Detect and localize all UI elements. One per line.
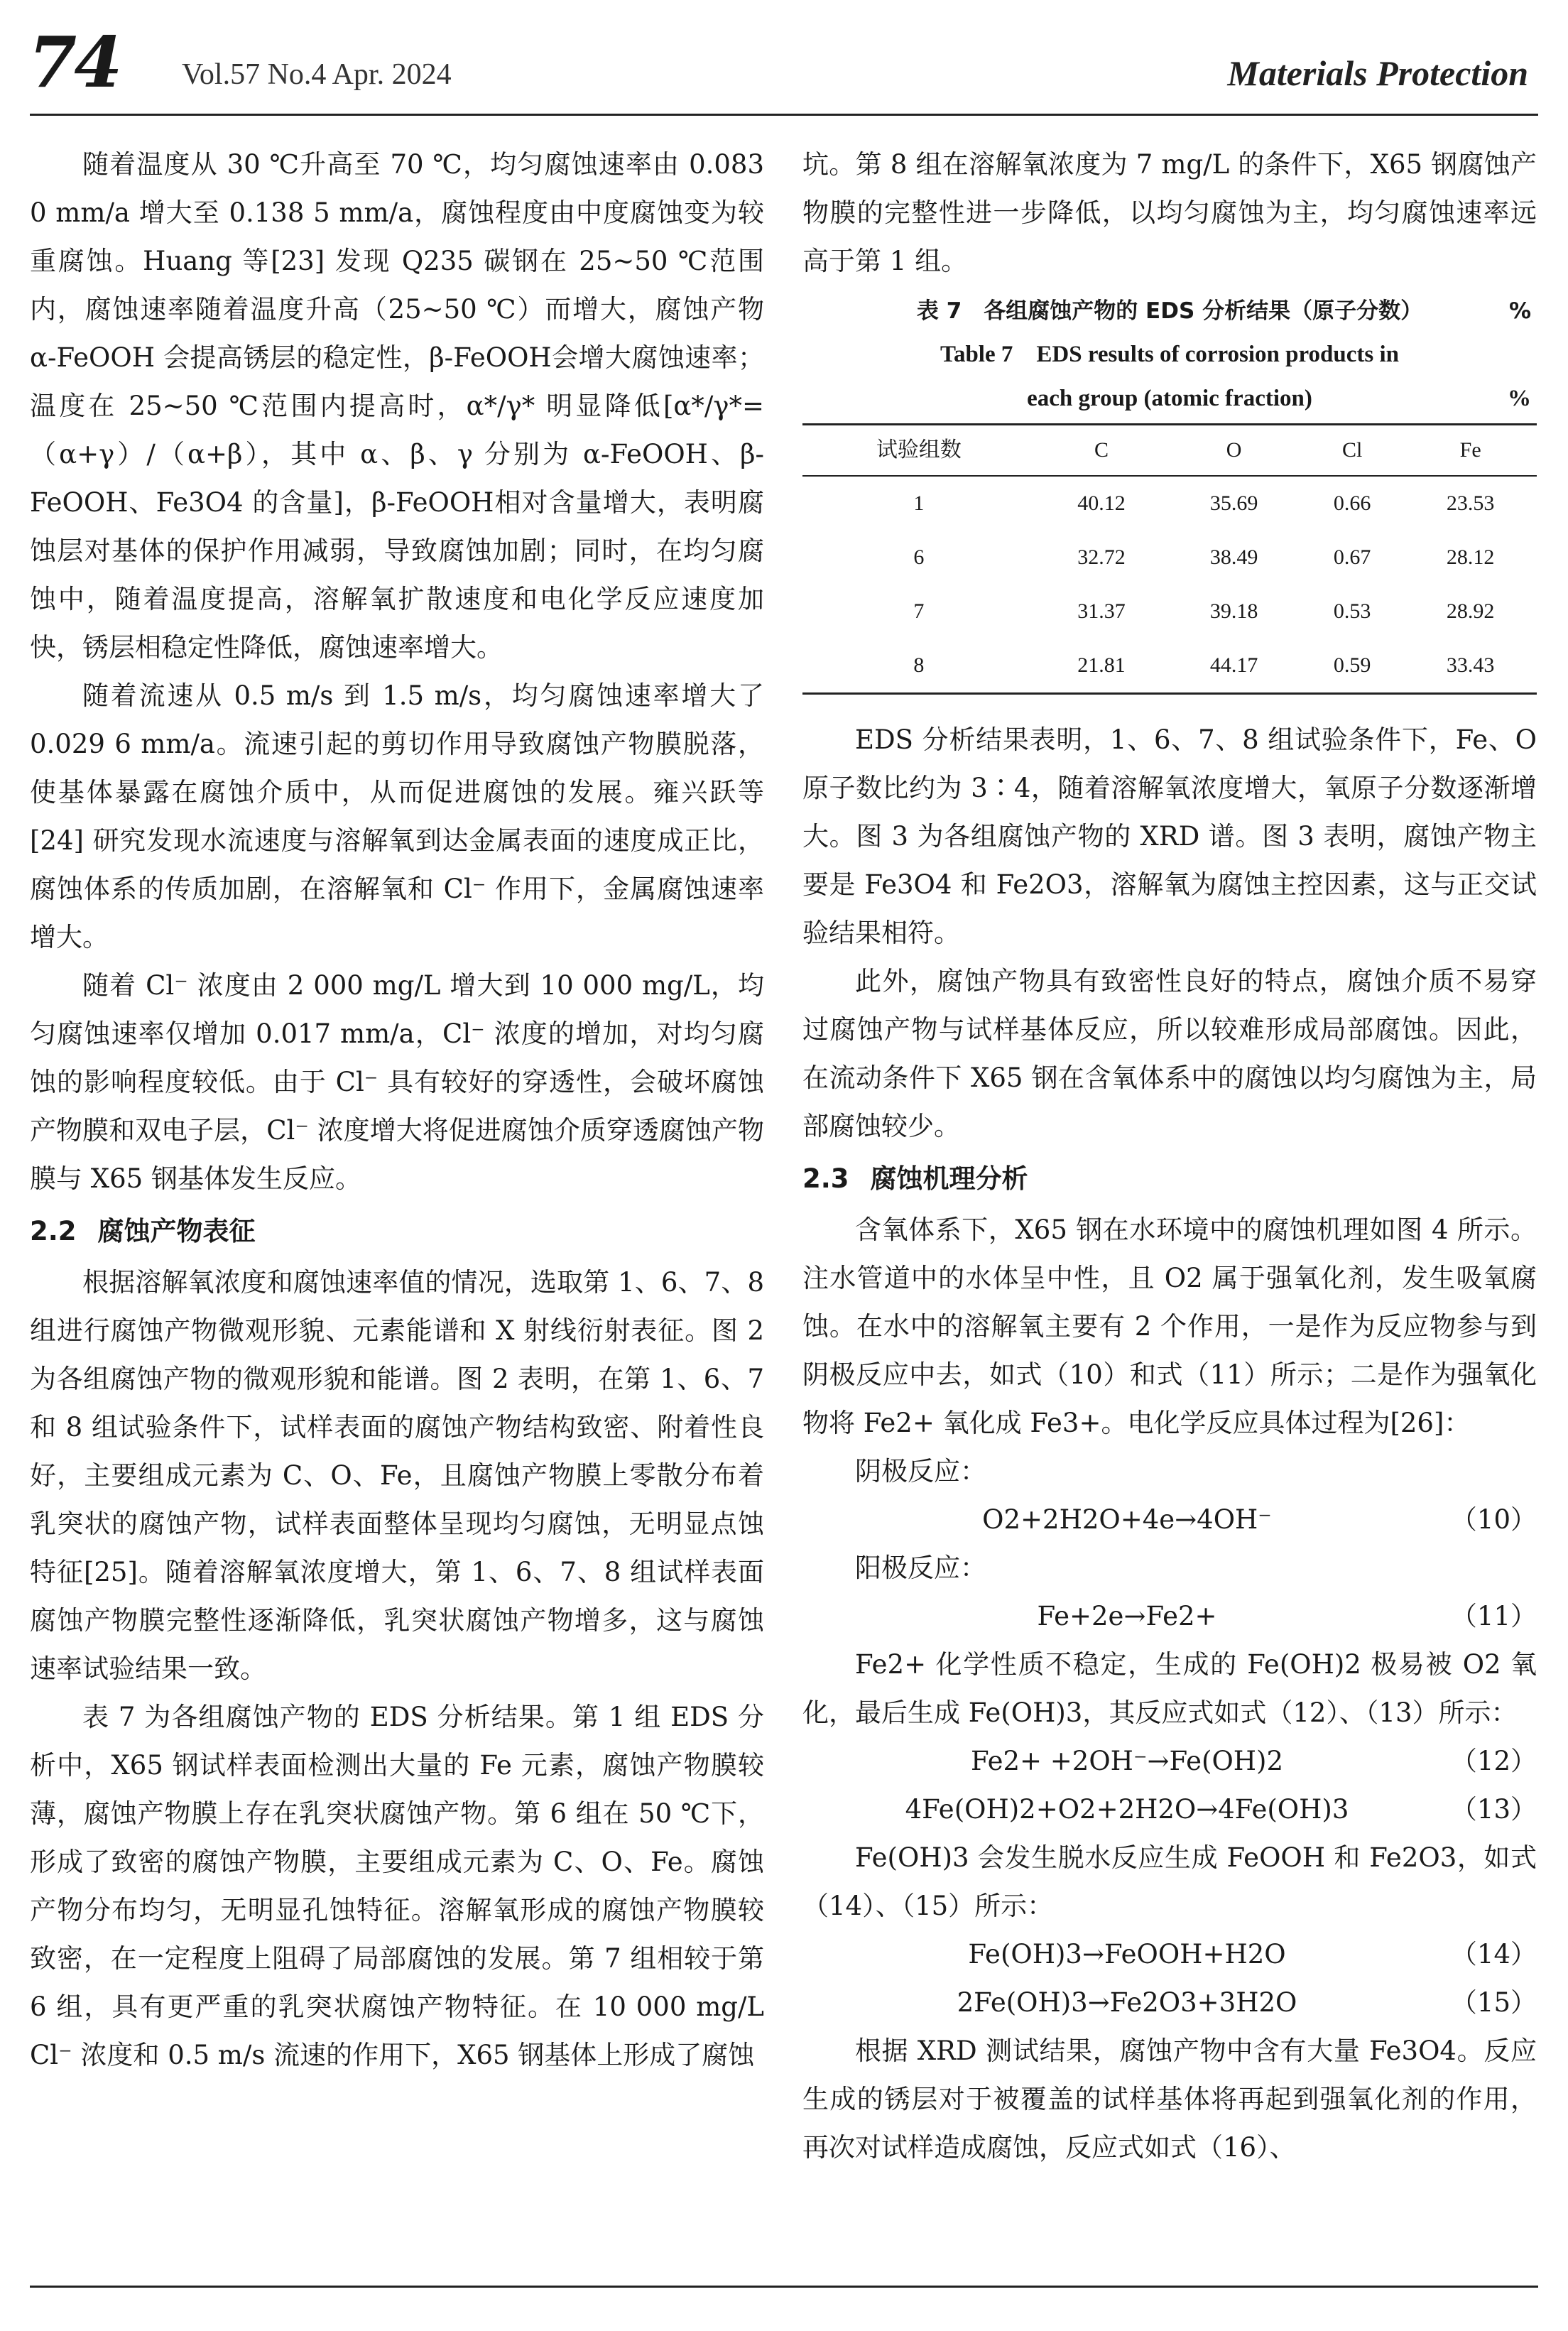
equation-11 xyxy=(802,1592,1537,1641)
table-cell: 28.92 xyxy=(1446,599,1495,623)
equation-formula: Fe+2e→Fe2+ xyxy=(1037,1601,1217,1631)
paragraph: EDS 分析结果表明，1、6、7、8 组试验条件下，Fe、O 原子数比约为 3∶4，随着溶解氧浓度增大，氧原子分数逐渐增大。图 3 为各组腐蚀产物的 XRD 谱。图 3 表明，腐蚀产物主要是 Fe3O4 和 Fe2O3，溶解氧为腐蚀主控因素，这与正交试验结果相符。 xyxy=(802,724,1537,948)
paragraph: 表 7 为各组腐蚀产物的 EDS 分析结果。第 1 组 EDS 分析中，X65 钢试样表面检测出大量的 Fe 元素，腐蚀产物膜较薄，腐蚀产物膜上存在乳突状腐蚀产物。第 6 组在 50 ℃下，形成了致密的腐蚀产物膜，主要组成元素为 C、O、Fe。腐蚀产物分布均匀，无明显孔蚀特征。溶解氧形成的腐蚀产物膜较致密，在一定程度上阻碍了局部腐蚀的发展。第 7 组相较于第 6 组，具有更严重的乳突状腐蚀产物特征。在 10 000 mg/L Cl⁻ 浓度和 0.5 m/s 流速的作用下，X65 钢基体上形成了腐蚀 xyxy=(30,1702,764,2070)
caption-text: each group (atomic fraction) xyxy=(1027,386,1312,411)
section-heading xyxy=(802,1158,1537,1200)
table-unit: % xyxy=(1508,298,1531,324)
column-header: Fe xyxy=(1404,425,1537,477)
paragraph: 随着流速从 0.5 m/s 到 1.5 m/s，均匀腐蚀速率增大了 0.029 6 mm/a。流速引起的剪切作用导致腐蚀产物膜脱落，使基体暴露在腐蚀介质中，从而促进腐蚀的发展。雍兴跃等[24] 研究发现水流速度与溶解氧到达金属表面的速度成正比，腐蚀体系的传质加剧，在溶解氧和 Cl⁻ 作用下，金属腐蚀速率增大。 xyxy=(30,680,764,952)
paragraph: 含氧体系下，X65 钢在水环境中的腐蚀机理如图 4 所示。注水管道中的水体呈中性，且 O2 属于强氧化剂，发生吸氧腐蚀。在水中的溶解氧主要有 2 个作用，一是作为反应物参与到阴极反应中去，如式（10）和式（11）所示；二是作为强氧化物将 Fe2+ 氧化成 Fe3+。电化学反应具体过程为[26]： xyxy=(802,1215,1537,1438)
table-row xyxy=(802,639,1537,694)
table-cell: 32.72 xyxy=(1077,545,1126,569)
table-cell: 38.49 xyxy=(1209,545,1258,569)
equation-number: （15） xyxy=(1450,1987,1537,2018)
table-cell: 0.67 xyxy=(1333,545,1371,569)
section-heading xyxy=(30,1210,764,1253)
column-header: 试验组数 xyxy=(802,425,1035,477)
table-caption-zh xyxy=(802,290,1537,332)
paragraph: 根据 XRD 测试结果，腐蚀产物中含有大量 Fe3O4。反应生成的锈层对于被覆盖的试样基体将再起到强氧化剂的作用，再次对试样造成腐蚀，反应式如式（16）、 xyxy=(802,2036,1537,2163)
equation-14 xyxy=(802,1930,1537,1979)
table-cell: 31.37 xyxy=(1077,599,1126,623)
table-header-row xyxy=(802,425,1537,477)
section-number: 2.2 xyxy=(30,1216,77,1246)
paragraph: 坑。第 8 组在溶解氧浓度为 7 mg/L 的条件下，X65 钢腐蚀产物膜的完整性进一步降低，以均匀腐蚀为主，均匀腐蚀速率远高于第 1 组。 xyxy=(802,149,1537,276)
page-number: 74 xyxy=(28,22,120,104)
table-cell: 23.53 xyxy=(1446,491,1495,515)
table-caption-en xyxy=(802,376,1537,420)
column-header: C xyxy=(1035,425,1168,477)
equation-number: （14） xyxy=(1450,1939,1537,1969)
right-column xyxy=(802,141,1537,2172)
paragraph: 随着温度从 30 ℃升高至 70 ℃，均匀腐蚀速率由 0.083 0 mm/a 增大至 0.138 5 mm/a，腐蚀程度由中度腐蚀变为较重腐蚀。Huang 等[23] 发现 Q235 碳钢在 25~50 ℃范围内，腐蚀速率随着温度升高（25~50 ℃）而增大，腐蚀产物 α-FeOOH 会提高锈层的稳定性，β-FeOOH会增大腐蚀速率；温度在 25~50 ℃范围内提高时，α*/γ* 明显降低[α*/γ*=（α+γ）/（α+β），其中 α、β、γ 分别为 α-FeOOH、β-FeOOH、Fe3O4 的含量]，β-FeOOH相对含量增大，表明腐蚀层对基体的保护作用减弱，导致腐蚀加剧；同时，在均匀腐蚀中，随着温度提高，溶解氧扩散速度和电化学反应速度加快，锈层相稳定性降低，腐蚀速率增大。 xyxy=(30,149,764,663)
equation-formula: Fe(OH)3→FeOOH+H2O xyxy=(968,1939,1286,1969)
table-cell: 44.17 xyxy=(1167,639,1300,694)
equation-number: （13） xyxy=(1450,1794,1537,1825)
table-cell: 21.81 xyxy=(1035,639,1168,694)
equation-13 xyxy=(802,1786,1537,1834)
paragraph: Fe2+ 化学性质不稳定，生成的 Fe(OH)2 极易被 O2 氧化，最后生成 Fe(OH)3，其反应式如式（12）、（13）所示： xyxy=(802,1649,1537,1728)
equation-formula: 2Fe(OH)3→Fe2O3+3H2O xyxy=(957,1987,1297,2018)
equation-label: 阴极反应： xyxy=(855,1456,986,1487)
caption-text: 表 7 各组腐蚀产物的 EDS 分析结果（原子分数） xyxy=(916,298,1423,324)
equation-12 xyxy=(802,1737,1537,1786)
section-title: 腐蚀产物表征 xyxy=(97,1216,256,1246)
equation-number: （11） xyxy=(1450,1601,1537,1631)
table-cell: 8 xyxy=(802,639,1035,694)
footer-rule xyxy=(30,2286,1538,2288)
equation-number: （12） xyxy=(1450,1746,1537,1776)
eds-table xyxy=(802,423,1537,695)
table-cell: 0.59 xyxy=(1300,639,1404,694)
table-cell: 40.12 xyxy=(1077,491,1126,515)
table-caption-en xyxy=(802,332,1537,376)
table-cell: 7 xyxy=(913,599,925,623)
table-row xyxy=(802,476,1537,531)
header-rule xyxy=(30,114,1538,116)
paragraph: 随着 Cl⁻ 浓度由 2 000 mg/L 增大到 10 000 mg/L，均匀腐蚀速率仅增加 0.017 mm/a，Cl⁻ 浓度的增加，对均匀腐蚀的影响程度较低。由于 Cl⁻ 具有较好的穿透性，会破坏腐蚀产物膜和双电子层，Cl⁻ 浓度增大将促进腐蚀介质穿透腐蚀产物膜与 X65 钢基体发生反应。 xyxy=(30,970,764,1194)
table-cell: 39.18 xyxy=(1209,599,1258,623)
table-row xyxy=(802,585,1537,639)
equation-15 xyxy=(802,1979,1537,2027)
section-title: 腐蚀机理分析 xyxy=(870,1163,1028,1194)
equation-label: 阳极反应： xyxy=(855,1553,986,1583)
column-header: O xyxy=(1167,425,1300,477)
equation-formula: Fe2+ +2OH⁻→Fe(OH)2 xyxy=(970,1746,1284,1776)
table-row xyxy=(802,531,1537,585)
equation-number: （10） xyxy=(1450,1504,1537,1535)
table-cell: 35.69 xyxy=(1209,491,1258,515)
table-cell: 33.43 xyxy=(1404,639,1537,694)
equation-formula: 4Fe(OH)2+O2+2H2O→4Fe(OH)3 xyxy=(905,1794,1349,1825)
volume-info: Vol.57 No.4 Apr. 2024 xyxy=(182,58,452,91)
caption-text: Table 7 EDS results of corrosion products in xyxy=(940,342,1400,367)
section-number: 2.3 xyxy=(802,1163,849,1194)
table-unit: % xyxy=(1508,386,1531,411)
table-cell: 0.66 xyxy=(1333,491,1371,515)
table-cell: 1 xyxy=(913,491,925,515)
paragraph: Fe(OH)3 会发生脱水反应生成 FeOOH 和 Fe2O3，如式（14）、（15）所示： xyxy=(802,1842,1537,1921)
left-column xyxy=(30,141,764,2080)
table-cell: 6 xyxy=(913,545,925,569)
equation-10 xyxy=(802,1496,1537,1544)
equation-formula: O2+2H2O+4e→4OH⁻ xyxy=(982,1504,1272,1535)
paragraph: 此外，腐蚀产物具有致密性良好的特点，腐蚀介质不易穿过腐蚀产物与试样基体反应，所以较难形成局部腐蚀。因此，在流动条件下 X65 钢在含氧体系中的腐蚀以均匀腐蚀为主，局部腐蚀较少。 xyxy=(802,966,1537,1141)
paragraph: 根据溶解氧浓度和腐蚀速率值的情况，选取第 1、6、7、8 组进行腐蚀产物微观形貌、元素能谱和 X 射线衍射表征。图 2 为各组腐蚀产物的微观形貌和能谱。图 2 表明，在第 1、6、7 和 8 组试验条件下，试样表面的腐蚀产物结构致密、附着性良好，主要组成元素为 C、O、Fe，且腐蚀产物膜上零散分布着乳突状的腐蚀产物，试样表面整体呈现均匀腐蚀，无明显点蚀特征[25]。随着溶解氧浓度增大，第 1、6、7、8 组试样表面腐蚀产物膜完整性逐渐降低，乳突状腐蚀产物增多，这与腐蚀速率试验结果一致。 xyxy=(30,1267,764,1684)
journal-name: Materials Protection xyxy=(1227,53,1528,93)
table-cell: 28.12 xyxy=(1446,545,1495,569)
table-cell: 0.53 xyxy=(1333,599,1371,623)
column-header: Cl xyxy=(1300,425,1404,477)
